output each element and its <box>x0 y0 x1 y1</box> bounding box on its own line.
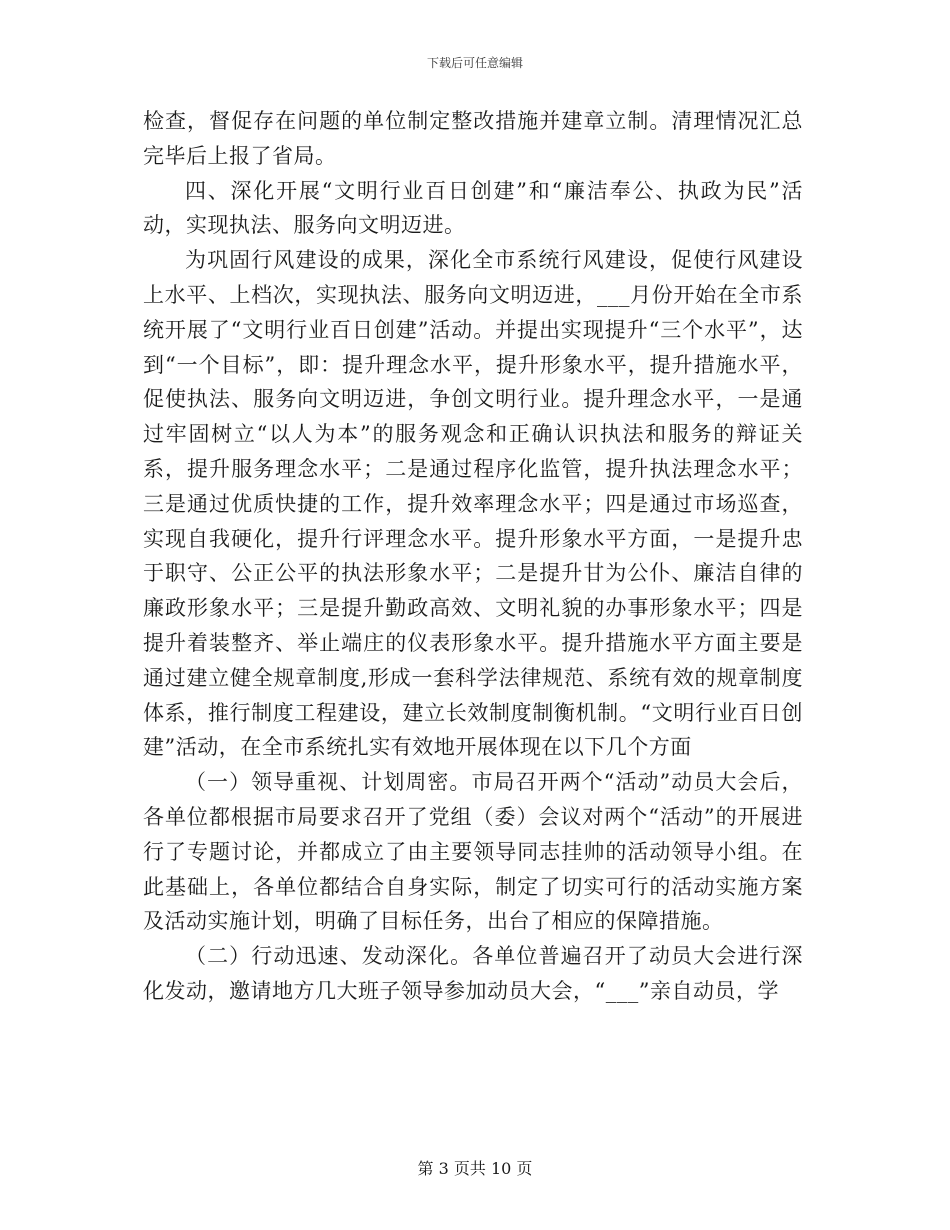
section-heading-four: 四、深化开展“文明行业百日创建”和“廉洁奉公、执政为民”活动，实现执法、服务向文明迈进。 <box>143 178 803 238</box>
page-footer <box>0 1156 950 1179</box>
page-number: 第 3 页共 10 页 <box>417 1159 533 1178</box>
page-header <box>0 54 950 71</box>
paragraph-point-one: （一）领导重视、计划周密。市局召开两个“活动”动员大会后，各单位都根据市局要求召开了党组（委）会议对两个“活动”的开展进行了专题讨论，并都成立了由主要领导同志挂帅的活动领导小组。在此基础上，各单位都结合自身实际，制定了切实可行的活动实施方案及活动实施计划，明确了目标任务，出台了相应的保障措施。 <box>143 770 803 934</box>
paragraph-campaign-overview: 为巩固行风建设的成果，深化全市系统行风建设，促使行风建设上水平、上档次，实现执法、服务向文明迈进，___月份开始在全市系统开展了“文明行业百日创建”活动。并提出实现提升“三个水平”，达到“一个目标”，即：提升理念水平，提升形象水平，提升措施水平，促使执法、服务向文明迈进，争创文明行业。提升理念水平，一是通过牢固树立“以人为本”的服务观念和正确认识执法和服务的辩证关系，提升服务理念水平；二是通过程序化监管，提升执法理念水平；三是通过优质快捷的工作，提升效率理念水平；四是通过市场巡查，实现自我硬化，提升行评理念水平。提升形象水平方面，一是提升忠于职守、公正公平的执法形象水平；二是提升甘为公仆、廉洁自律的廉政形象水平；三是提升勤政高效、文明礼貌的办事形象水平；四是提升着装整齐、举止端庄的仪表形象水平。提升措施水平方面主要是通过建立健全规章制度,形成一套科学法律规范、系统有效的规章制度体系，推行制度工程建设，建立长效制度制衡机制。“文明行业百日创建”活动，在全市系统扎实有效地开展体现在以下几个方面 <box>143 248 803 760</box>
page-header-text: 下载后可任意编辑 <box>426 56 523 70</box>
paragraph-continuation: 检查，督促存在问题的单位制定整改措施并建章立制。清理情况汇总完毕后上报了省局。 <box>143 109 803 168</box>
paragraph-point-two: （二）行动迅速、发动深化。各单位普遍召开了动员大会进行深化发动，邀请地方几大班子领导参加动员大会，“___”亲自动员，学 <box>143 944 803 1003</box>
document-body <box>143 104 803 1009</box>
